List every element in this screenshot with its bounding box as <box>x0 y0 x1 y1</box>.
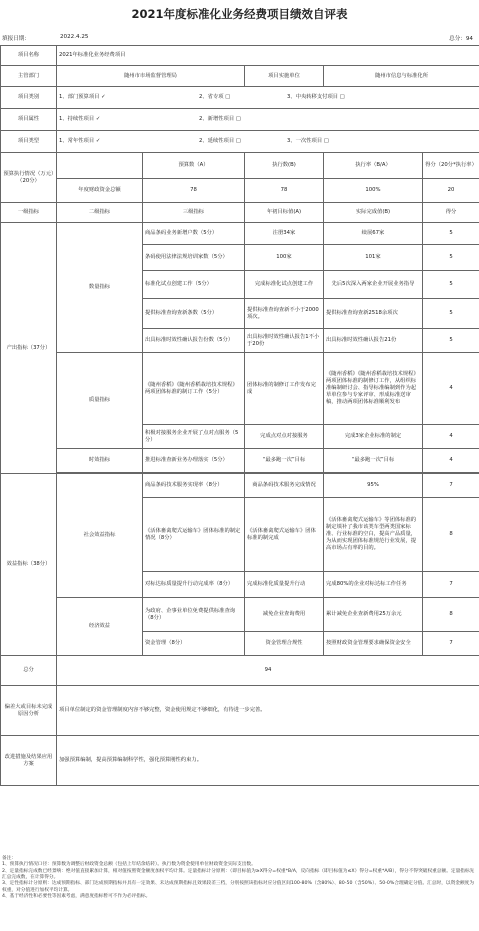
indicator-actual: 提供标准查询查新2518余项次 <box>324 299 423 329</box>
attribute-options <box>57 109 479 131</box>
date-value: 2022.4.25 <box>60 34 89 40</box>
indicator-target: 出具标准时效性确认报告1不小于20份 <box>245 329 324 353</box>
indicator-actual: 《活体畜禽爬式运输车》等团体标准的制定填补了我市该类车型两类国家标准、行业标准的空白，提高产品质量，为从而实现团体标准规范行业发展，提高市场占有率的目的。 <box>324 498 423 572</box>
attribute-label: 项目属性 <box>1 109 57 131</box>
improve-text: 加强预算编制，提高预算编制科学性，强化预算刚性约束力。 <box>57 736 479 786</box>
indicator-score: 8 <box>423 498 479 572</box>
date-label: 填报日期： <box>2 36 30 42</box>
meta-row <box>0 32 479 45</box>
notes <box>2 856 475 900</box>
ptype-opt: 1、常年性项目 ✓ <box>59 138 101 145</box>
indicator-target: 《活体畜禽爬式运输车》团体标准的制完成 <box>245 498 324 572</box>
indicator-target: 完成点对点对接服务 <box>245 425 324 449</box>
deviation-text: 项目单位制定的资金管理制度内容不够完整，资金使用规定不够细化，有待进一步完善。 <box>57 686 479 736</box>
indicator-score: 5 <box>423 329 479 353</box>
h-l2: 二级指标 <box>57 203 143 223</box>
total-score-label: 总分：94 <box>449 36 473 42</box>
indicator-score: 8 <box>423 598 479 632</box>
indicator-actual: 完成80%的企业对标达标工作任务 <box>324 572 423 598</box>
indicator-actual: 101家 <box>324 245 423 271</box>
output-l1: 产出指标（37分） <box>1 223 57 474</box>
indicator-target: 减免企业查询费用 <box>245 598 324 632</box>
indicator-target: 团体标准的制修订工作发布完成 <box>245 353 324 425</box>
ptype-opt: 2、延续性项目 □ <box>199 138 241 145</box>
ptype-label: 项目类型 <box>1 131 57 153</box>
indicator-score: 5 <box>423 245 479 271</box>
indicator-actual: 先后5次深入两家企业开展业务指导 <box>324 271 423 299</box>
indicator-target: 100家 <box>245 245 324 271</box>
note-line: 1、预算执行情况口径：预算数为调整后财政资金总额（包括上年结余结转）。执行数为资金使用单位财政资金实际支出数。 <box>2 862 256 868</box>
budget-rate: 100% <box>324 179 423 203</box>
budget-h-b: 执行数(B) <box>245 153 324 179</box>
indicator-actual: 《随州香稻》《随州香稻栽培技术规程》两项团体标准的制修订工作，从组织标准编制研讨会、指导标准编制到作为起草单位参与专家评审、形成标准送审稿，推动两项团体标准顺利发布 <box>324 353 423 425</box>
indicator-target: “最多跑一次”目标 <box>245 449 324 473</box>
note-line: 4、基于经济性和必要性等因素考虑，满意度指标暂可不作为必评指标。 <box>2 894 151 900</box>
indicator-l3: 资金管理（8分） <box>143 632 245 656</box>
qty-l2: 数量指标 <box>57 223 143 353</box>
indicator-score: 4 <box>423 425 479 449</box>
indicator-score: 5 <box>423 223 479 245</box>
indicator-target: 商品条码技术服务完成情况 <box>245 474 324 498</box>
h-score: 得分 <box>423 203 479 223</box>
category-label: 项目类别 <box>1 87 57 109</box>
indicator-target: 完成标准化质量提升行动 <box>245 572 324 598</box>
effect-l1: 效益指标（38分） <box>1 474 57 656</box>
category-opt: 2、省专项 □ <box>199 94 231 101</box>
note-line: 2、定量指标完成数已经景响：绝对值直接累加计算，相对值按照资金额度加权平均计算。定量指标计分原则：（即目标值为≥X得分=权重*B/A，反向指标（即目标值为≤X）得分=权重*A/B），得分不得突破权重总额。定量指标先汇总完成数，在计算得分。 <box>2 868 475 881</box>
budget-blank <box>57 153 143 179</box>
indicator-actual: 累计减免企业查新费用25万余元 <box>324 598 423 632</box>
indicator-actual: “最多跑一次”目标 <box>324 449 423 473</box>
deviation-label: 偏差大或目标未完成原因分析 <box>1 686 57 736</box>
total-label: 总分 <box>1 656 57 686</box>
indicator-target: 完成标准化试点创建工作 <box>245 271 324 299</box>
indicator-l3: 《随州香稻》《随州香稻栽培技术规程》两项团体标准的制订工作（5分） <box>143 353 245 425</box>
ptype-opt: 3、一次性项目 □ <box>287 138 329 145</box>
evaluation-table <box>0 45 479 786</box>
indicator-score: 7 <box>423 632 479 656</box>
project-name: 2021年标准化业务经费项目 <box>57 46 479 66</box>
indicator-actual: 按照财政资金管理要求确保资金安全 <box>324 632 423 656</box>
note-line: 备注： <box>2 856 17 861</box>
soc-l2: 社会效益指标 <box>57 474 143 598</box>
indicator-l3: 出具标准时效性确认报告份数（5分） <box>143 329 245 353</box>
impl-value: 随州市信息与标准化所 <box>324 66 479 87</box>
eco-l2: 经济效益 <box>57 598 143 656</box>
h-actual: 实际完成值(B) <box>324 203 423 223</box>
attribute-opt: 2、新增性项目 □ <box>199 116 241 123</box>
h-target: 年初目标值(A) <box>245 203 324 223</box>
budget-label: 预算执行情况（万元）（20分） <box>1 153 57 203</box>
page-title: 2021年度标准化业务经费项目绩效自评表 <box>131 7 348 21</box>
h-l1: 一级指标 <box>1 203 57 223</box>
indicator-l3: 标准化试点创建工作（5分） <box>143 271 245 299</box>
indicator-l3: 为政府、企事业单位免费提供标准查询（8分） <box>143 598 245 632</box>
budget-row-label: 年度财政资金总额 <box>57 179 143 203</box>
indicator-actual: 续展67家 <box>324 223 423 245</box>
budget-a: 78 <box>143 179 245 203</box>
note-line: 3、定性指标计分原则：达成预期指标、部门达成预期指标并具有一定效果、未达成预期指标且效果较差三档，分别按照该指标对应分值区间100-80%（含80%）、80-50（含50%）、50-0%合理确定分值。汇总时，以资金额度为权重，对分值进行加权平均计算。 <box>2 881 475 893</box>
budget-h-a: 预算数（A） <box>143 153 245 179</box>
total-value: 94 <box>57 656 479 686</box>
indicator-l3: 商品条码技术服务实现率（8分） <box>143 474 245 498</box>
indicator-actual: 出具标准时效性确认报告21份 <box>324 329 423 353</box>
indicator-actual: 完成3家企业标准的制定 <box>324 425 423 449</box>
ptype-options <box>57 131 479 153</box>
budget-score: 20 <box>423 179 479 203</box>
indicator-l3: 推进标准查新业务办理落实（5分） <box>143 449 245 473</box>
indicator-l3: 提供标准查询查新条数（5分） <box>143 299 245 329</box>
indicator-l3: 条码使用法律法规培训家数（5分） <box>143 245 245 271</box>
indicator-score: 4 <box>423 353 479 425</box>
indicator-score: 5 <box>423 271 479 299</box>
time-l2: 时效指标 <box>57 449 143 473</box>
indicator-l3: 积极对接服务企业开展了点对点服务（5分） <box>143 425 245 449</box>
budget-h-score: 得分（20分*执行率） <box>423 153 479 179</box>
indicator-score: 7 <box>423 474 479 498</box>
improve-label: 改进措施及结果应用方案 <box>1 736 57 786</box>
dept-value: 随州市市场监督管理局 <box>57 66 245 87</box>
impl-label: 项目实施单位 <box>245 66 324 87</box>
project-name-label: 项目名称 <box>1 46 57 66</box>
h-l3: 三级指标 <box>143 203 245 223</box>
category-opt: 3、中央转移支付项目 □ <box>287 94 345 101</box>
indicator-score: 5 <box>423 299 479 329</box>
budget-b: 78 <box>245 179 324 203</box>
indicator-score: 4 <box>423 449 479 473</box>
indicator-actual: 95% <box>324 474 423 498</box>
indicator-target: 注册34家 <box>245 223 324 245</box>
indicator-l3: 商品条码业务新增户数（5分） <box>143 223 245 245</box>
indicator-target: 资金管理合规性 <box>245 632 324 656</box>
indicator-score: 7 <box>423 572 479 598</box>
attribute-opt: 1、持续性项目 ✓ <box>59 116 101 123</box>
indicator-target: 提供标准查询查新不小于2000项次。 <box>245 299 324 329</box>
dept-label: 主管部门 <box>1 66 57 87</box>
category-options <box>57 87 479 109</box>
category-opt: 1、部门预算项目 ✓ <box>59 94 106 101</box>
indicator-l3: 对标达标质量提升行动完成率（8分） <box>143 572 245 598</box>
indicator-l3: 《活体畜禽爬式运输车》团体标准的制定情况（8分） <box>143 498 245 572</box>
qual-l2: 质量指标 <box>57 353 143 449</box>
budget-h-rate: 执行率（B/A） <box>324 153 423 179</box>
